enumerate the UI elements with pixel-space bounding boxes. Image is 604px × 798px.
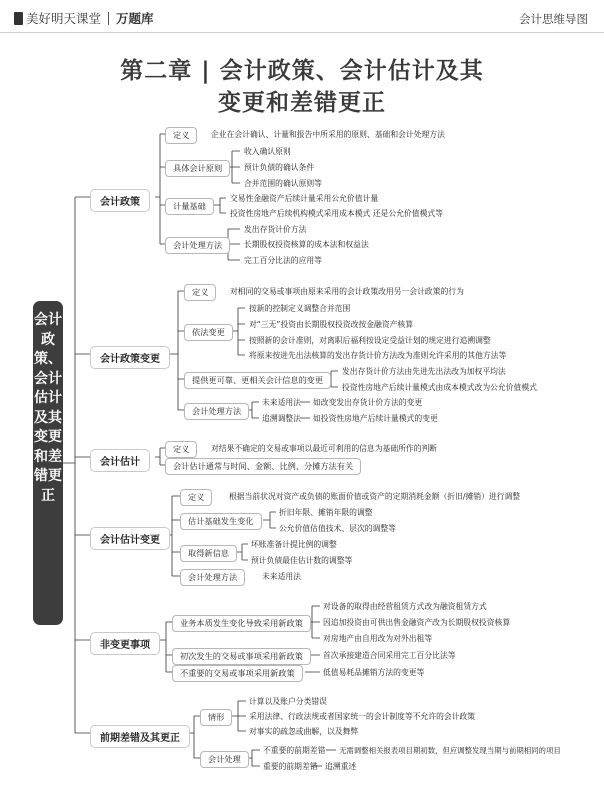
s6-processing: 会计处理 [200, 751, 249, 768]
s5-a2: 因追加投资由可供出售金融资产改为长期股权投资核算 [323, 618, 511, 627]
node-estimate-change: 会计估计变更 [90, 527, 170, 550]
s4-c2: 预计负债最佳估计数的调整等 [251, 556, 353, 565]
s6-b1-text: 无需调整相关报表项目期初数，但应调整发现当期与前期相同的项目 [339, 746, 561, 755]
s1-b2: 预计负债的确认条件 [244, 163, 315, 172]
s2-legal-change: 依法变更 [184, 324, 233, 341]
s1-d3: 完工百分比法的应用等 [244, 256, 322, 265]
s1-b3: 合并范围的确认原则等 [244, 179, 322, 188]
node-prior-errors: 前期差错及其更正 [90, 725, 190, 748]
s2-b4: 将原来按进先出法核算的发出存货计价方法改为准则允许采用的其他方法等 [249, 351, 507, 360]
s6-a1: 计算以及账户分类错误 [249, 697, 327, 706]
s5-nature-change: 业务本质发生变化导致采用新政策 [172, 615, 311, 632]
s6-b1: 不重要的前期差错 [263, 746, 326, 755]
s2-definition: 定义 [184, 284, 216, 301]
s5-first-occurrence: 初次发生的交易或事项采用新政策 [172, 648, 311, 665]
s5-immaterial-items: 不重要的交易或事项采用新政策 [172, 665, 303, 682]
s1-d2: 长期股权投资核算的成本法和权益法 [244, 240, 369, 249]
s4-b1: 折旧年限、摊销年限的调整 [279, 508, 373, 517]
s2-b2: 对“三无”投资由长期股权投资改按金融资产核算 [249, 320, 414, 329]
s6-b2: 重要的前期差错 [263, 762, 318, 771]
brand-logo-2: 万题库 [116, 11, 154, 26]
s2-d1-text: 如改变发出存货计价方法的变更 [313, 398, 423, 407]
page-title-line1: 第二章 | 会计政策、会计估计及其 [120, 58, 484, 84]
s2-processing-method: 会计处理方法 [184, 403, 249, 420]
s2-b3: 按照新的会计准则，对离职后福利按设定受益计划的规定进行追溯调整 [249, 336, 491, 345]
page-title-line2: 变更和差错更正 [218, 90, 386, 116]
s4-b2: 公允价值估值技术、层次的调整等 [279, 524, 396, 533]
s6-a3: 对事实的疏忽或曲解，以及舞弊 [249, 727, 359, 736]
s1-definition-text: 企业在会计确认、计量和报告中所采用的原则、基础和会计处理方法 [211, 130, 445, 139]
s5-a3: 对房地产由自用改为对外出租等 [323, 634, 433, 643]
s1-processing-method: 会计处理方法 [165, 237, 230, 254]
node-non-change-items: 非变更事项 [90, 632, 160, 655]
s2-b1: 按新的控制定义调整合并范围 [249, 304, 351, 313]
s2-d2-text: 如投资性房地产后续计量模式的变更 [313, 414, 438, 423]
s4-processing-method: 会计处理方法 [180, 569, 245, 586]
s1-definition: 定义 [165, 127, 197, 144]
s4-definition: 定义 [180, 489, 212, 506]
s3-definition: 定义 [165, 441, 197, 458]
s2-reliable-info-change: 提供更可靠、更相关会计信息的变更 [184, 372, 331, 389]
s6-b2-text: 追溯重述 [325, 762, 357, 771]
s1-b1: 收入确认原则 [244, 147, 291, 156]
s1-c1: 交易性金融资产后续计量采用公允价值计量 [230, 194, 379, 203]
s5-b1: 首次承接建造合同采用完工百分比法等 [323, 651, 456, 660]
node-accounting-estimate: 会计估计 [90, 449, 150, 472]
s1-d1: 发出存货计价方法 [244, 225, 307, 234]
s5-c1: 低值易耗品摊销方法的变更等 [323, 668, 425, 677]
brand-logo: 美好明天课堂 万题库 [14, 9, 154, 27]
s4-definition-text: 根据当前状况对资产或负债的账面价值或资产的定期消耗金额（折旧/摊销）进行调整 [229, 492, 521, 501]
s2-c2: 投资性房地产后续计量模式由成本模式改为公允价值模式 [342, 383, 537, 392]
node-accounting-policy: 会计政策 [90, 189, 150, 212]
header-right-title: 会计思维导图 [519, 12, 588, 26]
s4-new-info: 取得新信息 [180, 545, 237, 562]
s3-related-factors: 会计估计通常与时间、金额、比例、分摊方法有关 [165, 458, 361, 475]
s2-c1: 发出存货计价方法由先进先出法改为加权平均法 [342, 367, 506, 376]
s1-c2: 投资性房地产后续机构模式采用成本模式 还是公允价值模式等 [230, 209, 443, 218]
s6-situations: 情形 [200, 709, 232, 726]
s4-c1: 坏账准备计提比例的调整 [251, 540, 337, 549]
node-policy-change: 会计政策变更 [90, 346, 170, 369]
s1-specific-principles: 具体会计原则 [165, 160, 230, 177]
s2-definition-text: 对相同的交易或事项由原来采用的会计政策改用另一会计政策的行为 [230, 287, 464, 296]
s4-d1: 未来适用法 [262, 572, 301, 581]
s4-basis-change: 估计基础发生变化 [180, 513, 262, 530]
s3-definition-text: 对结果不确定的交易或事项以最近可利用的信息为基础所作的判断 [211, 444, 438, 453]
root-node: 会计政策、会计估计及其变更和差错更正 [33, 301, 63, 625]
s6-a2: 采用法律、行政法规或者国家统一的会计制度等不允许的会计政策 [249, 712, 476, 721]
s5-a1: 对设备的取得由经营租赁方式改为融资租赁方式 [323, 602, 487, 611]
s1-measurement-basis: 计量基础 [165, 198, 214, 215]
s2-d2: 追溯调整法 [262, 414, 301, 423]
s2-d1: 未来适用法 [262, 398, 301, 407]
